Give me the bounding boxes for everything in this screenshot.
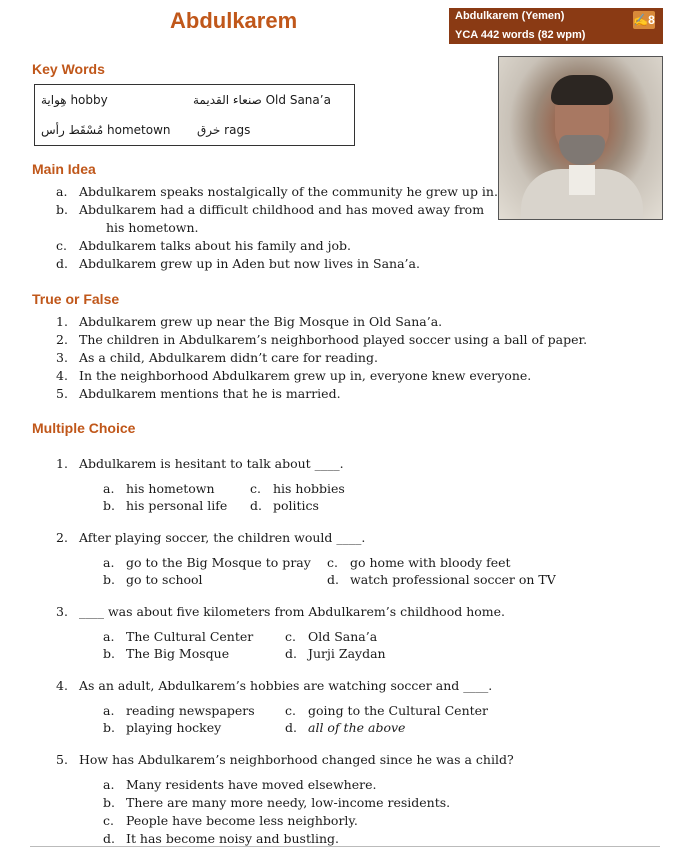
- answer-option: Many residents have moved elsewhere.: [126, 777, 377, 792]
- main-idea-option: Abdulkarem speaks nostalgically of the community he grew up in.: [79, 184, 498, 199]
- option-label: d.: [327, 572, 339, 587]
- key-word: صنعاء القديمة Old Sana’a: [193, 93, 331, 107]
- option-label: b.: [103, 498, 115, 513]
- question-number: 4.: [56, 678, 68, 693]
- question-text: Abdulkarem is hesitant to talk about ____.: [79, 456, 344, 471]
- answer-option: go to the Big Mosque to pray: [126, 555, 311, 570]
- item-number: 1.: [56, 314, 68, 329]
- true-false-statement: The children in Abdulkarem’s neighborhood played soccer using a ball of paper.: [79, 332, 588, 347]
- question-text: After playing soccer, the children would ____.: [79, 530, 366, 545]
- main-idea-option-continued: his hometown.: [106, 220, 199, 235]
- option-label: a.: [56, 184, 68, 199]
- option-label: d.: [285, 720, 297, 735]
- question-text: ____ was about five kilometers from Abdulkarem’s childhood home.: [79, 604, 506, 619]
- main-idea-option: Abdulkarem had a difficult childhood and has moved away from: [79, 202, 485, 217]
- page-title: Abdulkarem: [170, 8, 298, 33]
- question-number: 5.: [56, 752, 68, 767]
- answer-option: playing hockey: [126, 720, 222, 735]
- option-label: d.: [56, 256, 68, 271]
- true-false-statement: As a child, Abdulkarem didn’t care for reading.: [79, 350, 378, 365]
- option-label: c.: [285, 703, 296, 718]
- option-label: c.: [285, 629, 296, 644]
- answer-option: The Big Mosque: [126, 646, 230, 661]
- answer-option: reading newspapers: [126, 703, 255, 718]
- answer-option: Jurji Zaydan: [308, 646, 386, 661]
- answer-option: go home with bloody feet: [350, 555, 511, 570]
- answer-option: There are many more needy, low-income residents.: [126, 795, 451, 810]
- true-false-heading: True or False: [32, 291, 120, 307]
- option-label: c.: [103, 813, 114, 828]
- answer-option: his hometown: [126, 481, 215, 496]
- question-text: As an adult, Abdulkarem’s hobbies are watching soccer and ____.: [79, 678, 493, 693]
- option-label: a.: [103, 555, 115, 570]
- answer-option: The Cultural Center: [126, 629, 254, 644]
- option-label: b.: [103, 646, 115, 661]
- true-false-statement: Abdulkarem grew up near the Big Mosque in Old Sana’a.: [79, 314, 443, 329]
- question-number: 2.: [56, 530, 68, 545]
- item-number: 5.: [56, 386, 68, 401]
- true-false-statement: Abdulkarem mentions that he is married.: [79, 386, 341, 401]
- item-number: 2.: [56, 332, 68, 347]
- page-bottom-rule: [30, 846, 660, 847]
- answer-option: politics: [273, 498, 319, 513]
- main-idea-option: Abdulkarem talks about his family and job.: [79, 238, 352, 253]
- level-badge: ✍8: [633, 13, 655, 27]
- option-label: b.: [103, 572, 115, 587]
- answer-option: People have become less neighborly.: [126, 813, 358, 828]
- option-label: c.: [250, 481, 261, 496]
- answer-option: go to school: [126, 572, 203, 587]
- option-label: a.: [103, 629, 115, 644]
- question-number: 1.: [56, 456, 68, 471]
- option-label: d.: [285, 646, 297, 661]
- answer-option: Old Sana’a: [308, 629, 378, 644]
- key-word: مُسْقَط رأس hometown: [41, 123, 171, 137]
- option-label: b.: [103, 795, 115, 810]
- option-label: a.: [103, 777, 115, 792]
- answer-option: going to the Cultural Center: [308, 703, 489, 718]
- option-label: b.: [103, 720, 115, 735]
- option-label: c.: [327, 555, 338, 570]
- speaker-line: Abdulkarem (Yemen): [455, 10, 565, 22]
- option-label: b.: [56, 202, 68, 217]
- option-label: c.: [56, 238, 67, 253]
- answer-option: all of the above: [308, 720, 406, 735]
- answer-option: his personal life: [126, 498, 228, 513]
- key-word: هِواية hobby: [41, 93, 108, 107]
- option-label: a.: [103, 481, 115, 496]
- key-word: خرق rags: [197, 123, 251, 137]
- speaker-photo: [498, 56, 663, 220]
- key-words-box: [34, 84, 355, 146]
- main-idea-option: Abdulkarem grew up in Aden but now lives in Sana’a.: [79, 256, 420, 271]
- word-count-line: YCA 442 words (82 wpm): [455, 29, 586, 41]
- item-number: 4.: [56, 368, 68, 383]
- main-idea-heading: Main Idea: [32, 161, 96, 177]
- option-label: d.: [103, 831, 115, 846]
- story-info-box: [449, 8, 663, 44]
- question-text: How has Abdulkarem’s neighborhood changed since he was a child?: [79, 752, 514, 767]
- true-false-statement: In the neighborhood Abdulkarem grew up in, everyone knew everyone.: [79, 368, 532, 383]
- question-number: 3.: [56, 604, 68, 619]
- option-label: a.: [103, 703, 115, 718]
- option-label: d.: [250, 498, 262, 513]
- answer-option: his hobbies: [273, 481, 345, 496]
- answer-option: It has become noisy and bustling.: [126, 831, 339, 846]
- key-words-heading: Key Words: [32, 61, 105, 77]
- multiple-choice-heading: Multiple Choice: [32, 420, 136, 436]
- item-number: 3.: [56, 350, 68, 365]
- answer-option: watch professional soccer on TV: [350, 572, 556, 587]
